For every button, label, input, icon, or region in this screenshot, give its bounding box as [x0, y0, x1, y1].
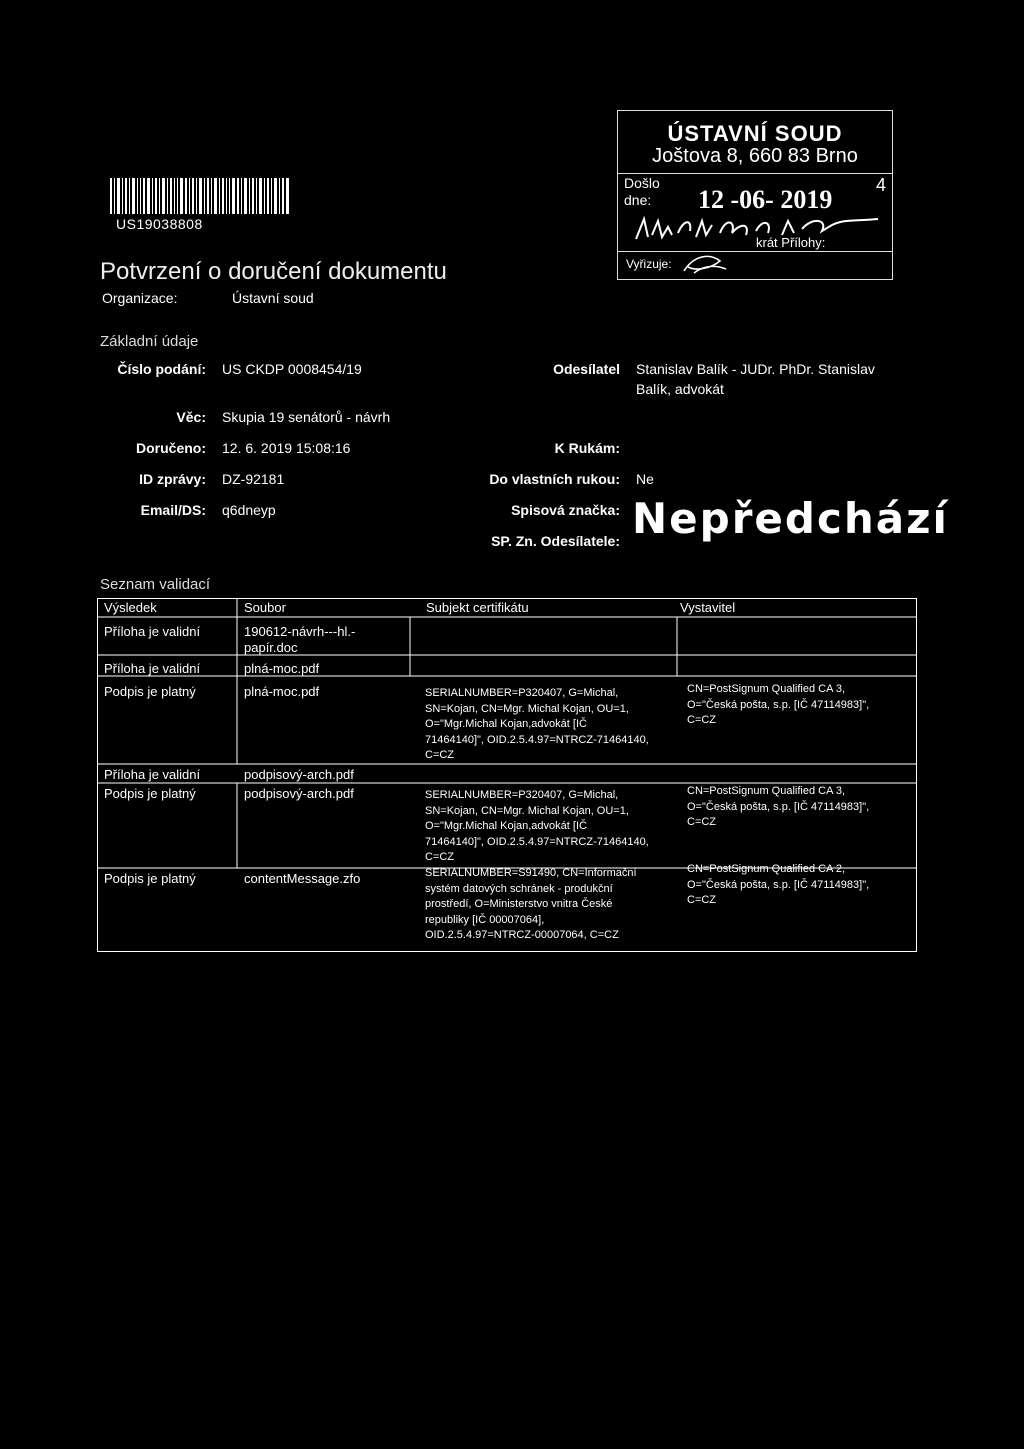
- row-issuer: CN=PostSignum Qualified CA 3, O="Česká pošta, s.p. [IČ 47114983]", C=CZ: [687, 683, 870, 726]
- stamp-handler-label: Vyřizuje:: [626, 257, 672, 271]
- field-value: Ne: [636, 471, 654, 487]
- column-header-issuer: Vystavitel: [680, 600, 736, 615]
- stamp-copies: 4: [875, 175, 886, 195]
- field-label: Spisová značka:: [511, 502, 620, 518]
- row-subject: SERIALNUMBER=S91490, CN=Informační systém datových schránek - produkční prostředí, O=Ministerstvo vnitra České republiky [IČ 00007064], OID.2.5.4.97=NTRCZ-00007064, C=CZ: [425, 867, 637, 941]
- court-receipt-stamp: [617, 110, 893, 280]
- row-result: Příloha je validní: [104, 624, 201, 639]
- row-issuer: CN=PostSignum Qualified CA 2, O="Česká pošta, s.p. [IČ 47114983]", C=CZ: [687, 863, 870, 906]
- row-file: 190612-návrh---hl.- papír.doc: [244, 624, 356, 655]
- row-file: plná-moc.pdf: [244, 661, 320, 676]
- stamp-divider: [618, 251, 892, 252]
- field-label: ID zprávy:: [139, 471, 206, 487]
- field-value: US CKDP 0008454/19: [222, 361, 362, 377]
- barcode: [110, 178, 290, 214]
- field-value: DZ-92181: [222, 471, 285, 487]
- row-file: plná-moc.pdf: [244, 684, 320, 699]
- field-label: K Rukám:: [554, 440, 620, 456]
- stamp-attachments-label: krát Přílohy:: [756, 235, 826, 250]
- stamp-date: 12 -06- 2019: [698, 185, 833, 214]
- row-subject: SERIALNUMBER=P320407, G=Michal, SN=Kojan, CN=Mgr. Michal Kojan, OU=1, O="Mgr.Michal Kojan,advokát [IČ 71464140]", OID.2.5.4.97=NTRCZ-71464140, C=CZ: [425, 687, 649, 761]
- sender-value: Stanislav Balík - JUDr. PhDr. Stanislav: [636, 361, 875, 377]
- row-result: Podpis je platný: [104, 871, 196, 886]
- handwritten-initials: [680, 251, 730, 275]
- column-header-result: Výsledek: [104, 600, 157, 615]
- field-label: Číslo podání:: [117, 361, 206, 377]
- field-value: q6dneyp: [222, 502, 276, 518]
- section-title-basic: Základní údaje: [100, 333, 199, 350]
- stamp-court-name: ÚSTAVNÍ SOUD: [667, 121, 843, 146]
- column-header-subject: Subjekt certifikátu: [426, 600, 529, 615]
- row-result: Podpis je platný: [104, 684, 196, 699]
- organization-label: Organizace:: [102, 290, 178, 306]
- stamp-received-label: Došlo dne:: [624, 175, 660, 208]
- field-label: Doručeno:: [136, 440, 206, 456]
- sender-value-cont: Balík, advokát: [636, 381, 724, 397]
- field-label: Věc:: [176, 409, 206, 425]
- organization-value: Ústavní soud: [232, 290, 314, 306]
- row-issuer: CN=PostSignum Qualified CA 3, O="Česká pošta, s.p. [IČ 47114983]", C=CZ: [687, 785, 870, 828]
- row-file: podpisový-arch.pdf: [244, 786, 354, 801]
- field-value: 12. 6. 2019 15:08:16: [222, 440, 351, 456]
- column-header-file: Soubor: [244, 600, 286, 615]
- stamp-address: Joštova 8, 660 83 Brno: [652, 145, 858, 167]
- field-label: SP. Zn. Odesílatele:: [491, 533, 620, 549]
- stamp-divider: [618, 173, 892, 174]
- field-value: Skupia 19 senátorů - návrh: [222, 409, 391, 425]
- barcode-number: US19038808: [116, 216, 203, 232]
- no-previous-stamp: Nepředchází: [632, 494, 949, 543]
- document-title: Potvrzení o doručení dokumentu: [100, 258, 447, 285]
- row-result: Příloha je validní: [104, 767, 201, 782]
- row-result: Podpis je platný: [104, 786, 196, 801]
- field-label: Email/DS:: [140, 502, 206, 518]
- row-file: podpisový-arch.pdf: [244, 767, 354, 782]
- section-title-validations: Seznam validací: [100, 576, 211, 593]
- row-subject: SERIALNUMBER=P320407, G=Michal, SN=Kojan, CN=Mgr. Michal Kojan, OU=1, O="Mgr.Michal Kojan,advokát [IČ 71464140]", OID.2.5.4.97=NTRCZ-71464140, C=CZ: [425, 789, 649, 863]
- row-result: Příloha je validní: [104, 661, 201, 676]
- field-label: Do vlastních rukou:: [489, 471, 620, 487]
- sender-label: Odesílatel: [553, 361, 620, 377]
- row-file: contentMessage.zfo: [244, 871, 361, 886]
